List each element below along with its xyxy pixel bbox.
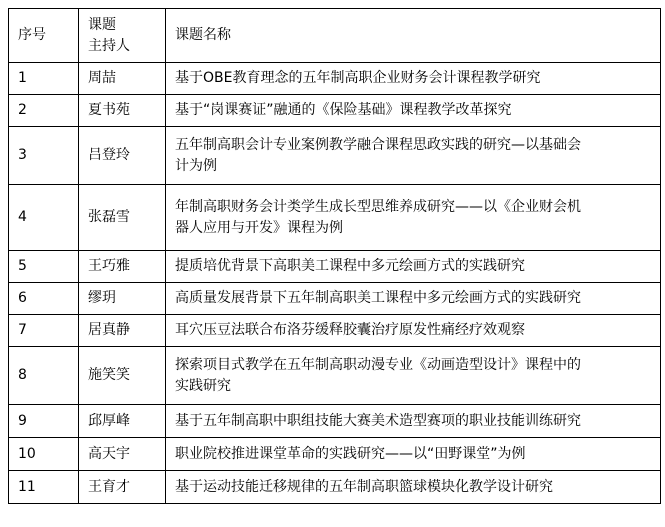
row-host: 王巧雅	[79, 251, 166, 283]
row-title: 耳穴压豆法联合布洛芬缓释胶囊治疗原发性痛经疗效观察	[166, 315, 661, 347]
row-title: 基于OBE教育理念的五年制高职企业财务会计课程教学研究	[166, 63, 661, 95]
row-host: 周喆	[79, 63, 166, 95]
table-row	[9, 283, 661, 315]
table-row	[9, 185, 661, 251]
row-no: 2	[9, 95, 79, 127]
row-no: 1	[9, 63, 79, 95]
table-row	[9, 315, 661, 347]
row-no: 9	[9, 405, 79, 438]
row-title-line2: 计为例	[175, 157, 217, 174]
header-row	[9, 9, 661, 63]
header-host	[79, 9, 166, 63]
row-title-line1: 年制高职财务会计类学生成长型思维养成研究——以《企业财会机	[175, 198, 581, 215]
header-title: 课题名称	[166, 9, 661, 63]
row-host: 缪玥	[79, 283, 166, 315]
row-host: 邱厚峰	[79, 405, 166, 438]
row-title	[166, 347, 661, 405]
project-table	[8, 8, 661, 504]
table-row	[9, 347, 661, 405]
table-row	[9, 471, 661, 504]
row-title-line1: 五年制高职会计专业案例教学融合课程思政实践的研究—以基础会	[175, 136, 581, 153]
row-no: 11	[9, 471, 79, 504]
row-no: 4	[9, 185, 79, 251]
table-row	[9, 63, 661, 95]
row-host: 施笑笑	[79, 347, 166, 405]
row-no: 6	[9, 283, 79, 315]
row-title-line2: 实践研究	[175, 377, 231, 394]
row-title	[166, 127, 661, 185]
row-title: 基于五年制高职中职组技能大赛美术造型赛项的职业技能训练研究	[166, 405, 661, 438]
row-host: 居真静	[79, 315, 166, 347]
row-no: 5	[9, 251, 79, 283]
table-row	[9, 405, 661, 438]
header-no: 序号	[9, 9, 79, 63]
row-title-line2: 器人应用与开发》课程为例	[175, 219, 343, 236]
table-row	[9, 438, 661, 471]
row-no: 3	[9, 127, 79, 185]
row-title: 高质量发展背景下五年制高职美工课程中多元绘画方式的实践研究	[166, 283, 661, 315]
row-no: 8	[9, 347, 79, 405]
row-title: 基于“岗课赛证”融通的《保险基础》课程教学改革探究	[166, 95, 661, 127]
row-host: 王育才	[79, 471, 166, 504]
row-title-line1: 探索项目式教学在五年制高职动漫专业《动画造型设计》课程中的	[175, 356, 581, 373]
table-row	[9, 251, 661, 283]
table-row	[9, 127, 661, 185]
row-no: 10	[9, 438, 79, 471]
table-row	[9, 95, 661, 127]
row-title	[166, 185, 661, 251]
row-host: 吕登玲	[79, 127, 166, 185]
row-no: 7	[9, 315, 79, 347]
row-host: 张磊雪	[79, 185, 166, 251]
row-host: 夏书苑	[79, 95, 166, 127]
row-title: 基于运动技能迁移规律的五年制高职篮球模块化教学设计研究	[166, 471, 661, 504]
header-host-line1: 课题	[88, 16, 116, 33]
row-title: 职业院校推进课堂革命的实践研究——以“田野课堂”为例	[166, 438, 661, 471]
header-host-line2: 主持人	[88, 37, 130, 54]
row-title: 提质培优背景下高职美工课程中多元绘画方式的实践研究	[166, 251, 661, 283]
row-host: 高天宇	[79, 438, 166, 471]
